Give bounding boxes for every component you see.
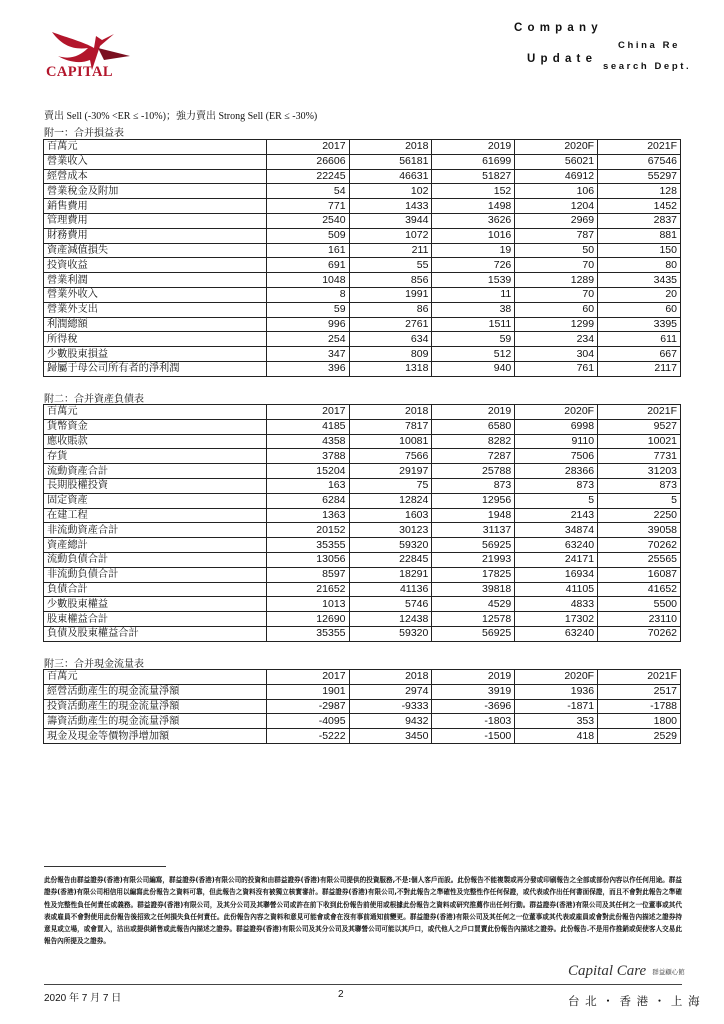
table-cell: 3435 (598, 273, 681, 288)
table-cell: 54 (266, 184, 349, 199)
row-label: 營業外支出 (44, 302, 267, 317)
table-row (44, 361, 681, 376)
row-label: 流動資產合計 (44, 464, 267, 479)
table-cell: 996 (266, 317, 349, 332)
table-cell: 10021 (598, 434, 681, 449)
row-label: 負債合計 (44, 582, 267, 597)
row-label: 資產總計 (44, 538, 267, 553)
table-cell: 55 (349, 258, 432, 273)
cashflow-table (43, 669, 681, 744)
unit-label: 百萬元 (44, 405, 267, 420)
table-cell: 152 (432, 184, 515, 199)
income-title: 附一：合并損益表 (44, 128, 124, 139)
table-cell: 761 (515, 361, 598, 376)
table-cell: 1603 (349, 508, 432, 523)
unit-label: 百萬元 (44, 670, 267, 685)
table-cell: 634 (349, 332, 432, 347)
table-cell: 4358 (266, 434, 349, 449)
row-label: 在建工程 (44, 508, 267, 523)
table-cell: 21652 (266, 582, 349, 597)
table-row (44, 449, 681, 464)
row-label: 少數股東權益 (44, 597, 267, 612)
table-cell: 31137 (432, 523, 515, 538)
cc-logo-sub: 群益顧心館 (652, 969, 685, 977)
table-cell: 512 (432, 347, 515, 362)
row-label: 所得稅 (44, 332, 267, 347)
table-cell: 2837 (598, 213, 681, 228)
table-cell: 4529 (432, 597, 515, 612)
table-cell: 3788 (266, 449, 349, 464)
table-cell: 46912 (515, 169, 598, 184)
table-cell: 16934 (515, 567, 598, 582)
table-row (44, 464, 681, 479)
year-header: 2019 (432, 405, 515, 420)
table-cell: 353 (515, 714, 598, 729)
row-label: 現金及現金等價物淨增加額 (44, 729, 267, 744)
table-cell: -3696 (432, 699, 515, 714)
table-cell: 873 (515, 478, 598, 493)
table-cell: 7566 (349, 449, 432, 464)
row-label: 貨幣資金 (44, 419, 267, 434)
table-cell: 1936 (515, 684, 598, 699)
row-label: 營業稅金及附加 (44, 184, 267, 199)
table-cell: 63240 (515, 626, 598, 641)
row-label: 資產減值損失 (44, 243, 267, 258)
row-label: 應收賬款 (44, 434, 267, 449)
table-cell: 56925 (432, 538, 515, 553)
table-cell: -1788 (598, 699, 681, 714)
year-header: 2017 (266, 140, 349, 155)
table-cell: 80 (598, 258, 681, 273)
table-cell: 102 (349, 184, 432, 199)
rating-note: 賣出 Sell (-30% <ER ≤ -10%)；強力賣出 Strong Sell (ER ≤ -30%) (44, 111, 318, 122)
table-row (44, 729, 681, 744)
table-cell: 70262 (598, 538, 681, 553)
table-cell: 2517 (598, 684, 681, 699)
table-cell: 70 (515, 287, 598, 302)
table-cell: 3395 (598, 317, 681, 332)
table-cell: 22845 (349, 552, 432, 567)
table-cell: 2529 (598, 729, 681, 744)
table-cell: 55297 (598, 169, 681, 184)
table-cell: 15204 (266, 464, 349, 479)
table-cell: 5 (515, 493, 598, 508)
footer-divider (44, 984, 682, 985)
table-cell: 509 (266, 228, 349, 243)
table-cell: 1433 (349, 199, 432, 214)
table-cell: 25565 (598, 552, 681, 567)
table-cell: 31203 (598, 464, 681, 479)
table-row (44, 508, 681, 523)
table-cell: 7731 (598, 449, 681, 464)
table-cell: 7506 (515, 449, 598, 464)
table-cell: 163 (266, 478, 349, 493)
table-cell: 59320 (349, 626, 432, 641)
table-cell: 2117 (598, 361, 681, 376)
row-label: 營業利潤 (44, 273, 267, 288)
row-label: 營業收入 (44, 154, 267, 169)
office-cities: 台 北 ・ 香 港 ・ 上 海 (568, 994, 701, 1008)
table-row (44, 258, 681, 273)
year-header: 2020F (515, 140, 598, 155)
table-cell: 39818 (432, 582, 515, 597)
header-dept: search Dept. (603, 61, 692, 72)
table-row (44, 552, 681, 567)
table-cell: 11 (432, 287, 515, 302)
table-cell: 1498 (432, 199, 515, 214)
table-cell: 873 (598, 478, 681, 493)
table-cell: 23110 (598, 612, 681, 627)
table-cell: 20 (598, 287, 681, 302)
table-cell: 1013 (266, 597, 349, 612)
table-cell: 106 (515, 184, 598, 199)
row-label: 少數股東損益 (44, 347, 267, 362)
table-cell: 35355 (266, 626, 349, 641)
table-cell: 17302 (515, 612, 598, 627)
table-cell: 70 (515, 258, 598, 273)
year-header: 2020F (515, 405, 598, 420)
table-row (44, 434, 681, 449)
table-cell: 41136 (349, 582, 432, 597)
table-cell: 70262 (598, 626, 681, 641)
header-china: China Re (618, 40, 680, 51)
table-cell: 2969 (515, 213, 598, 228)
table-row (44, 523, 681, 538)
table-cell: 19 (432, 243, 515, 258)
table-cell: 39058 (598, 523, 681, 538)
table-cell: 1048 (266, 273, 349, 288)
year-header: 2019 (432, 140, 515, 155)
table-cell: 2143 (515, 508, 598, 523)
table-cell: 5 (598, 493, 681, 508)
table-cell: 4833 (515, 597, 598, 612)
row-label: 固定資產 (44, 493, 267, 508)
table-cell: 940 (432, 361, 515, 376)
table-header-row (44, 670, 681, 685)
row-label: 管理費用 (44, 213, 267, 228)
table-cell: 1016 (432, 228, 515, 243)
table-cell: 13056 (266, 552, 349, 567)
table-cell: 881 (598, 228, 681, 243)
table-cell: 3919 (432, 684, 515, 699)
table-cell: 161 (266, 243, 349, 258)
table-cell: 2761 (349, 317, 432, 332)
row-label: 財務費用 (44, 228, 267, 243)
table-row (44, 493, 681, 508)
report-date: 2020 年 7 月 7 日 (44, 993, 122, 1004)
year-header: 2021F (598, 670, 681, 685)
table-cell: 38 (432, 302, 515, 317)
table-cell: 6998 (515, 419, 598, 434)
row-label: 經營成本 (44, 169, 267, 184)
table-cell: 67546 (598, 154, 681, 169)
table-row (44, 228, 681, 243)
row-label: 投資活動產生的現金流量淨額 (44, 699, 267, 714)
cc-logo-text: Capital Care (568, 963, 647, 979)
table-cell: -4095 (266, 714, 349, 729)
table-cell: 1072 (349, 228, 432, 243)
table-row (44, 714, 681, 729)
table-row (44, 273, 681, 288)
year-header: 2017 (266, 405, 349, 420)
table-cell: 1539 (432, 273, 515, 288)
row-label: 存貨 (44, 449, 267, 464)
row-label: 非流動負債合計 (44, 567, 267, 582)
table-row (44, 184, 681, 199)
table-cell: 9110 (515, 434, 598, 449)
table-cell: -1803 (432, 714, 515, 729)
table-cell: 3944 (349, 213, 432, 228)
table-cell: 211 (349, 243, 432, 258)
header-update: Update (527, 53, 598, 65)
table-cell: 75 (349, 478, 432, 493)
year-header: 2018 (349, 140, 432, 155)
table-cell: 41105 (515, 582, 598, 597)
table-cell: 1901 (266, 684, 349, 699)
table-cell: 1289 (515, 273, 598, 288)
table-cell: 809 (349, 347, 432, 362)
table-cell: 29197 (349, 464, 432, 479)
table-cell: 10081 (349, 434, 432, 449)
table-cell: 12438 (349, 612, 432, 627)
table-cell: 34874 (515, 523, 598, 538)
table-row (44, 699, 681, 714)
row-label: 利潤總額 (44, 317, 267, 332)
table-cell: 6580 (432, 419, 515, 434)
table-cell: 20152 (266, 523, 349, 538)
table-cell: 24171 (515, 552, 598, 567)
table-row (44, 567, 681, 582)
row-label: 銷售費用 (44, 199, 267, 214)
table-cell: 51827 (432, 169, 515, 184)
table-cell: 8282 (432, 434, 515, 449)
table-row (44, 612, 681, 627)
table-cell: 61699 (432, 154, 515, 169)
table-cell: 63240 (515, 538, 598, 553)
disclaimer-text: 此份報告由群益證券(香港)有限公司編寫，群益證券(香港)有限公司的投資和由群益證券(香港)有限公司提供的投資服務,不是:個人客戶而設。此份報告不能複製或再分發或印刷報告之全部或部份內容以作任何用途。群益證券(香港)有限公司相信用以編寫此份報告之資料可靠，但此報告之資料沒有被獨立核實審計。群益證券(香港)有限公司,不對此報告之準確性及完整性作任何保證，或代表或作出任何書面保證，而且不會對此報告之準確性及完整性負任何責任或義務。群益證券(香港)有限公司，及其分公司及其聯營公司或許在前下收到此份報告前使用或根據此份報告之資料或研究推薦作出任何行動。群益證券(香港)有限公司及其任何之一位董事或其代表或雇員不會對使用此份報告後招致之任何損失負任何責任。此份報告內容之資料和意見可能會或會在沒有事前通知前變更。群益證券(香港)有限公司及其任何之一位董事或其代表或雇員或會對此份報告內描述之證券持意見或立場，或會買入，沽出或提供銷售或此報告內描述之證券。群益證券(香港)有限公司及其分公司及其聯營公司可能以其戶口，或代他人之戶口買賣此份報告內描述之證券。此份報告.不是用作推銷或促使客人交易此報告內所提及之證券。 (44, 876, 682, 946)
table-cell: 1299 (515, 317, 598, 332)
table-cell: 22245 (266, 169, 349, 184)
table-cell: 8597 (266, 567, 349, 582)
table-cell: 1948 (432, 508, 515, 523)
table-cell: 46631 (349, 169, 432, 184)
table-cell: 234 (515, 332, 598, 347)
table-cell: 347 (266, 347, 349, 362)
table-cell: 26606 (266, 154, 349, 169)
row-label: 非流動資產合計 (44, 523, 267, 538)
table-cell: 56925 (432, 626, 515, 641)
table-cell: 304 (515, 347, 598, 362)
year-header: 2017 (266, 670, 349, 685)
table-cell: 2974 (349, 684, 432, 699)
table-cell: 56181 (349, 154, 432, 169)
year-header: 2019 (432, 670, 515, 685)
table-row (44, 597, 681, 612)
table-cell: 4185 (266, 419, 349, 434)
table-cell: 611 (598, 332, 681, 347)
income-table (43, 139, 681, 377)
table-cell: 18291 (349, 567, 432, 582)
table-cell: 25788 (432, 464, 515, 479)
table-cell: 56021 (515, 154, 598, 169)
table-cell: 12690 (266, 612, 349, 627)
table-row (44, 478, 681, 493)
row-label: 長期股權投資 (44, 478, 267, 493)
table-cell: 17825 (432, 567, 515, 582)
table-cell: 128 (598, 184, 681, 199)
table-cell: 5746 (349, 597, 432, 612)
table-cell: 1452 (598, 199, 681, 214)
table-cell: -5222 (266, 729, 349, 744)
table-row (44, 317, 681, 332)
table-row (44, 332, 681, 347)
table-cell: 7817 (349, 419, 432, 434)
row-label: 籌資活動產生的現金流量淨額 (44, 714, 267, 729)
logo-text: CAPITAL (46, 64, 113, 80)
table-cell: 1318 (349, 361, 432, 376)
table-cell: 12578 (432, 612, 515, 627)
table-cell: 16087 (598, 567, 681, 582)
row-label: 歸屬于母公司所有者的淨利潤 (44, 361, 267, 376)
row-label: 負債及股東權益合計 (44, 626, 267, 641)
year-header: 2018 (349, 670, 432, 685)
table-row (44, 169, 681, 184)
table-cell: 5500 (598, 597, 681, 612)
row-label: 股東權益合計 (44, 612, 267, 627)
table-row (44, 154, 681, 169)
table-cell: 787 (515, 228, 598, 243)
table-cell: 59 (266, 302, 349, 317)
table-cell: -1500 (432, 729, 515, 744)
table-cell: 60 (598, 302, 681, 317)
table-cell: 30123 (349, 523, 432, 538)
table-row (44, 538, 681, 553)
table-cell: 726 (432, 258, 515, 273)
table-row (44, 684, 681, 699)
table-cell: -1871 (515, 699, 598, 714)
table-cell: 28366 (515, 464, 598, 479)
table-cell: 59 (432, 332, 515, 347)
table-cell: 6284 (266, 493, 349, 508)
row-label: 流動負債合計 (44, 552, 267, 567)
table-cell: 254 (266, 332, 349, 347)
table-cell: 667 (598, 347, 681, 362)
table-cell: 1363 (266, 508, 349, 523)
table-cell: 856 (349, 273, 432, 288)
row-label: 營業外收入 (44, 287, 267, 302)
year-header: 2021F (598, 140, 681, 155)
year-header: 2021F (598, 405, 681, 420)
table-cell: 60 (515, 302, 598, 317)
table-cell: 1991 (349, 287, 432, 302)
table-row (44, 213, 681, 228)
year-header: 2020F (515, 670, 598, 685)
row-label: 經營活動產生的現金流量淨額 (44, 684, 267, 699)
cashflow-title: 附三：合并現金流量表 (44, 659, 144, 670)
capital-care-logo (568, 963, 685, 980)
table-cell: 3450 (349, 729, 432, 744)
table-cell: 873 (432, 478, 515, 493)
page-number: 2 (338, 989, 344, 1000)
table-cell: 59320 (349, 538, 432, 553)
table-cell: 86 (349, 302, 432, 317)
table-cell: 1204 (515, 199, 598, 214)
table-row (44, 419, 681, 434)
table-cell: 21993 (432, 552, 515, 567)
table-cell: 41652 (598, 582, 681, 597)
table-row (44, 347, 681, 362)
table-row (44, 582, 681, 597)
table-cell: 8 (266, 287, 349, 302)
table-row (44, 302, 681, 317)
table-header-row (44, 140, 681, 155)
table-cell: 771 (266, 199, 349, 214)
table-cell: -9333 (349, 699, 432, 714)
table-row (44, 199, 681, 214)
table-cell: 7287 (432, 449, 515, 464)
row-label: 投資收益 (44, 258, 267, 273)
table-cell: 1511 (432, 317, 515, 332)
table-header-row (44, 405, 681, 420)
table-cell: 12956 (432, 493, 515, 508)
balance-title: 附二：合并資產負債表 (44, 394, 144, 405)
unit-label: 百萬元 (44, 140, 267, 155)
table-cell: 2540 (266, 213, 349, 228)
footnote-divider (44, 866, 166, 867)
table-row (44, 287, 681, 302)
header-company: Company (514, 22, 603, 34)
table-cell: 12824 (349, 493, 432, 508)
table-cell: 396 (266, 361, 349, 376)
table-cell: 150 (598, 243, 681, 258)
table-cell: 35355 (266, 538, 349, 553)
table-cell: 50 (515, 243, 598, 258)
table-row (44, 243, 681, 258)
balance-table (43, 404, 681, 642)
table-cell: 418 (515, 729, 598, 744)
year-header: 2018 (349, 405, 432, 420)
table-cell: 9432 (349, 714, 432, 729)
table-cell: -2987 (266, 699, 349, 714)
table-cell: 9527 (598, 419, 681, 434)
table-cell: 691 (266, 258, 349, 273)
table-cell: 1800 (598, 714, 681, 729)
table-cell: 3626 (432, 213, 515, 228)
table-row (44, 626, 681, 641)
table-cell: 2250 (598, 508, 681, 523)
